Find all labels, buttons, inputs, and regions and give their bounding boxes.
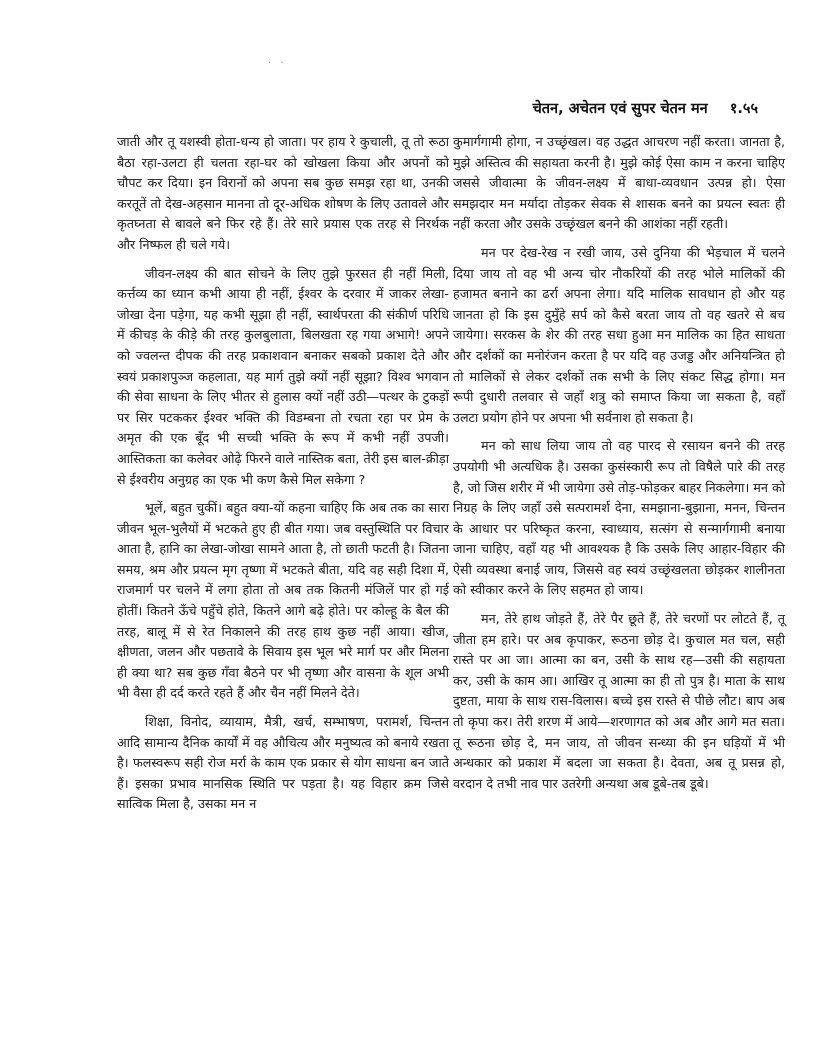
running-header xyxy=(533,98,758,118)
paragraph: शिक्षा, विनोद, व्यायाम, मैत्री, खर्च, सम्भाषण, परामर्श, चिन्तन आदि सामान्य दैनिक कार्यों में वह औचित्य और मनुष्यत्व को बनाये रखता है। फलस्वरूप सही रोज मर्रा के काम एक प्रकार से योग साधना बन जाते हैं। इसका प्रभाव मानसिक स्थिति पर पड़ता है। यह विहार क्रम जिसे सात्विक मिला है, उसका मन न xyxy=(117,714,449,812)
paragraph: मन को साध लिया जाय तो वह पारद से रसायन बनने की तरह उपयोगी भी अत्यधिक है। उसका कुसंस्कारी रूप तो विषैले पारे की तरह है, जो जिस शरीर में भी जायेगा उसे तोड़-फोड़कर बाहर निकलेगा। मन को निग्रह के लिए जहाँ उसे सत्परामर्श देना, समझाना-बुझाना, मनन, चिन्तन के आधार पर परिष्कृत करना, स्वाध्याय, सत्संग से सन्मार्गगामी बनाया जाना चाहिए, वहाँ यह भी आवश्यक है कि उसके लिए आहार-विहार की ऐसी व्यवस्था बनाई जाय, जिससे वह स्वयं उच्छृंखलता छोड़कर शालीनता को स्वीकार करने के लिए सहमत हो जाय। xyxy=(453,438,785,598)
paragraph: भूलें, बहुत चुकीं। बहुत क्या-यों कहना चाहिए कि अब तक का सारा जीवन भूल-भुलैयों में भटकते हुए ही बीत गया। जब वस्तुस्थिति पर विचार आता है, हानि का लेखा-जोखा सामने आता है, तो छाती फटती है। जितना समय, श्रम और प्रयत्न मृग तृष्णा में भटकते बीता, यदि वह सही दिशा में, राजमार्ग पर चलने में लगा होता तो अब तक कितनी मंजिलें पार हो गई होतीं। कितने ऊँचे पहुँचे होते, कितने आगे बढ़े होते। पर कोल्हू के बैल की तरह, बालू में से रेत निकालने की तरह हाथ कुछ नहीं आया। खीज, क्षीणता, जलन और पछतावे के सिवाय इस भूल भरे मार्ग पर और मिलना ही क्या था? सब कुछ गँवा बैठने पर भी तृष्णा और वासना के शूल अभी भी वैसा ही दर्द करते रहते हैं और चैन नहीं मिलने देते। xyxy=(117,500,449,701)
paragraph: कुमार्गगामी होगा, न उच्छृंखल। वह उद्धत आचरण नहीं करता। जानता है, मुझे अस्तित्व की सहायता करनी है। मुझे कोई ऐसा काम न करना चाहिए जससे जीवात्मा के जीवन-लक्ष्य में बाधा-व्यवधान उत्पन्न हो। ऐसा समझदार मन मर्यादा तोड़कर सेवक से शासक बनने का प्रयत्न स्वतः ही नहीं करता और उसके उच्छृंखल बनने की आशंका नहीं रहती। xyxy=(453,134,785,232)
page-number: १.५५ xyxy=(729,101,758,117)
running-title: चेतन, अचेतन एवं सुपर चेतन मन xyxy=(532,101,708,117)
paragraph: मन पर देख-रेख न रखी जाय, उसे दुनिया की भेड़चाल में चलने दिया जाय तो वह भी अन्य चोर नौकरियों की तरह भोले मालिकों की हजामत बनाने का ढर्रा अपना लेगा। यदि मालिक सावधान हो और यह जानता हो कि इस दुमुँहे सर्प को कैसे बरता जाय तो वह खतरे से बच जायेगा। सरकस के शेर की तरह सधा हुआ मन मालिक का हित साधता और दर्शकों का मनोरंजन करता है पर यदि वह उजड्ड और अनियन्त्रित हो तो मालिकों से लेकर दर्शकों तक सभी के लिए संकट सिद्ध होगा। मन रूपी दुधारी तलवार से जहाँ शत्रु को समाप्त किया जा सकता है, वहाँ उलटा प्रयोग होने पर अपना भी सर्वनाश हो सकता है। xyxy=(453,244,785,425)
paragraph: जीवन-लक्ष्य की बात सोचने के लिए तुझे फुरसत ही नहीं मिली, कर्त्तव्य का ध्यान कभी आया ही नहीं, ईश्वर के दरवार में जाकर लेखा-जोखा देना पड़ेगा, यह कभी सूझा ही नहीं, स्वार्थपरता की संकीर्ण परिधि में कीचड़ के कीड़े की तरह कुलबुलाता, बिलखता रह गया अभागे! अपने को ज्वलन्त दीपक की तरह प्रकाशवान बनाकर सबको प्रकाश देते और स्वयं प्रकाशपुञ्ज कहलाता, यह मार्ग तुझे क्यों नहीं सूझा? विश्व भगवान की सेवा साधना के लिए भीतर से हुलास क्यों नहीं उठी—पत्थर के टुकड़ों पर सिर पटककर ईश्वर भक्ति की विडम्बना तो रचता रहा पर प्रेम के अमृत की एक बूँद भी सच्ची भक्ति के रूप में कभी नहीं उपजी। आस्तिकता का कलेवर ओढ़े फिरने वाले नास्तिक बता, तेरी इस बाल-क्रीड़ा से ईश्वरीय अनुग्रह का एक भी कण कैसे मिल सकेगा ? xyxy=(117,265,449,487)
left-column xyxy=(117,132,449,823)
right-column xyxy=(453,132,785,802)
paragraph: जाती और तू यशस्वी होता-धन्य हो जाता। पर हाय रे कुचाली, तू तो रूठा बैठा रहा-उलटा ही चलता रहा-घर को खोखला किया और अपनों को चौपट कर दिया। इन विरानों को अपना सब कुछ समझ रहा था, उनकी करतूतें तो देख-अहसान मानना तो दूर-अधिक शोषण के लिए उतावले और कृतघ्नता से बावले बने फिर रहे हैं। तेरे सारे प्रयास एक तरह से निरर्थक और निष्फल ही चले गये। xyxy=(117,134,449,252)
scan-mark: · · xyxy=(268,58,287,69)
paragraph: मन, तेरे हाथ जोड़ते हैं, तेरे पैर छूते हैं, तेरे चरणों पर लोटते हैं, तू जीता हम हारे। पर अब कृपाकर, रूठना छोड़ दे। कुचाल मत चल, सही रास्ते पर आ जा। आत्मा का बन, उसी के साथ रह—उसी की सहायता कर, उसी के काम आ। आखिर तू आत्मा का ही तो पुत्र है। माता के साथ दुष्टता, माया के साथ रास-विलास। बच्चे इस रास्ते से पीछे लौट। बाप अब तो कृपा कर। तेरी शरण में आये—शरणागत को अब और आगे मत सता। तू रूठना छोड़ दे, मन जाय, तो जीवन सन्ध्या की इन घड़ियों में भी अन्धकार को प्रकाश में बदला जा सकता है। देवता, अब तू प्रसन्न हो, वरदान दे तभी नाव पार उतरेगी अन्यथा अब डूबे-तब डूबे। xyxy=(453,611,785,791)
